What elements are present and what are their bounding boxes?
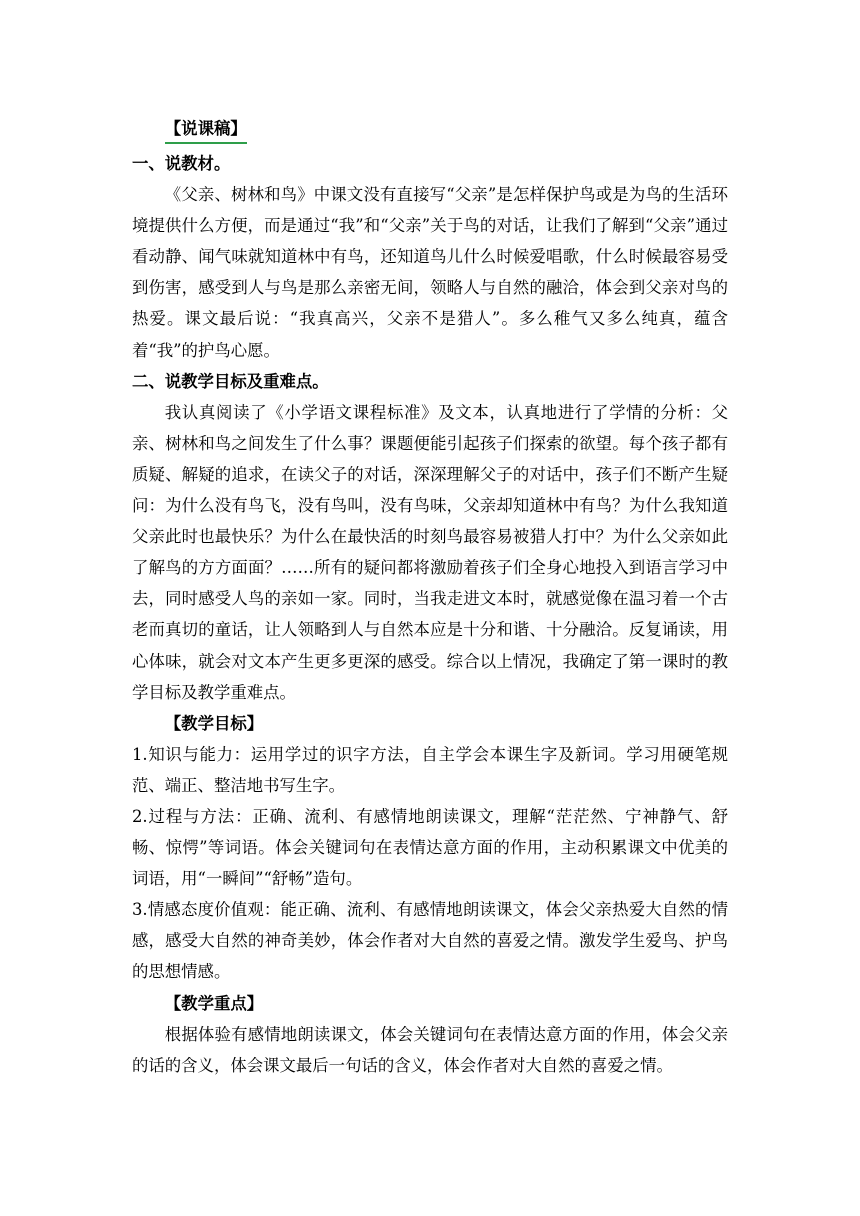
goal-item-2: 2.过程与方法：正确、流利、有感情地朗读课文，理解“茫茫然、宁神静气、舒畅、惊愕”等词语。体会关键词句在表情达意方面的作用，主动积累课文中优美的词语，用“一瞬间”“舒畅”造句。: [132, 806, 728, 889]
document-body: [132, 115, 728, 1081]
section1-heading: 一、说教材。: [132, 154, 231, 173]
goal-item-3: 3.情感态度价值观：能正确、流利、有感情地朗读课文，体会父亲热爱大自然的情感，感受大自然的神奇美妙，体会作者对大自然的喜爱之情。激发学生爱鸟、护鸟的思想情感。: [132, 900, 728, 982]
key-points-heading: 【教学重点】: [164, 993, 264, 1013]
key-points-paragraph: 根据体验有感情地朗读课文，体会关键词句在表情达意方面的作用，体会父亲的话的含义，体会课文最后一句话的含义，体会作者对大自然的喜爱之情。: [132, 1024, 728, 1075]
section2-paragraph: 我认真阅读了《小学语文课程标准》及文本，认真地进行了学情的分析：父亲、树林和鸟之间发生了什么事？课题便能引起孩子们探索的欲望。每个孩子都有质疑、解疑的追求，在读父子的对话，深深理解父子的对话中，孩子们不断产生疑问：为什么没有鸟飞，没有鸟叫，没有鸟味，父亲却知道林中有鸟？为什么我知道父亲此时也最快乐？为什么在最快活的时刻鸟最容易被猎人打中？为什么父亲如此了解鸟的方方面面？……所有的疑问都将激励着孩子们全身心地投入到语言学习中去，同时感受人鸟的亲如一家。同时，当我走进文本时，就感觉像在温习着一个古老而真切的童话，让人领略到人与自然本应是十分和谐、十分融洽。反复诵读，用心体味，就会对文本产生更多更深的感受。综合以上情况，我确定了第一课时的教学目标及教学重难点。: [132, 402, 728, 702]
document-title: 【说课稿】: [165, 117, 247, 144]
goal-item-1: 1.知识与能力：运用学过的识字方法，自主学会本课生字及新词。学习用硬笔规范、端正、整洁地书写生字。: [132, 744, 728, 795]
goals-heading: 【教学目标】: [164, 713, 264, 733]
section1-paragraph: 《父亲、树林和鸟》中课文没有直接写“父亲”是怎样保护鸟或是为鸟的生活环境提供什么方便，而是通过“我”和“父亲”关于鸟的对话，让我们了解到“父亲”通过看动静、闻气味就知道林中有鸟，还知道鸟儿什么时候爱唱歌，什么时候最容易受到伤害，感受到人与鸟是那么亲密无间，领略人与自然的融洽，体会到父亲对鸟的热爱。课文最后说：“我真高兴，父亲不是猎人”。多么稚气又多么纯真，蕴含着“我”的护鸟心愿。: [132, 185, 728, 360]
title-line: [132, 115, 728, 144]
section2-heading: 二、说教学目标及重难点。: [132, 371, 329, 391]
